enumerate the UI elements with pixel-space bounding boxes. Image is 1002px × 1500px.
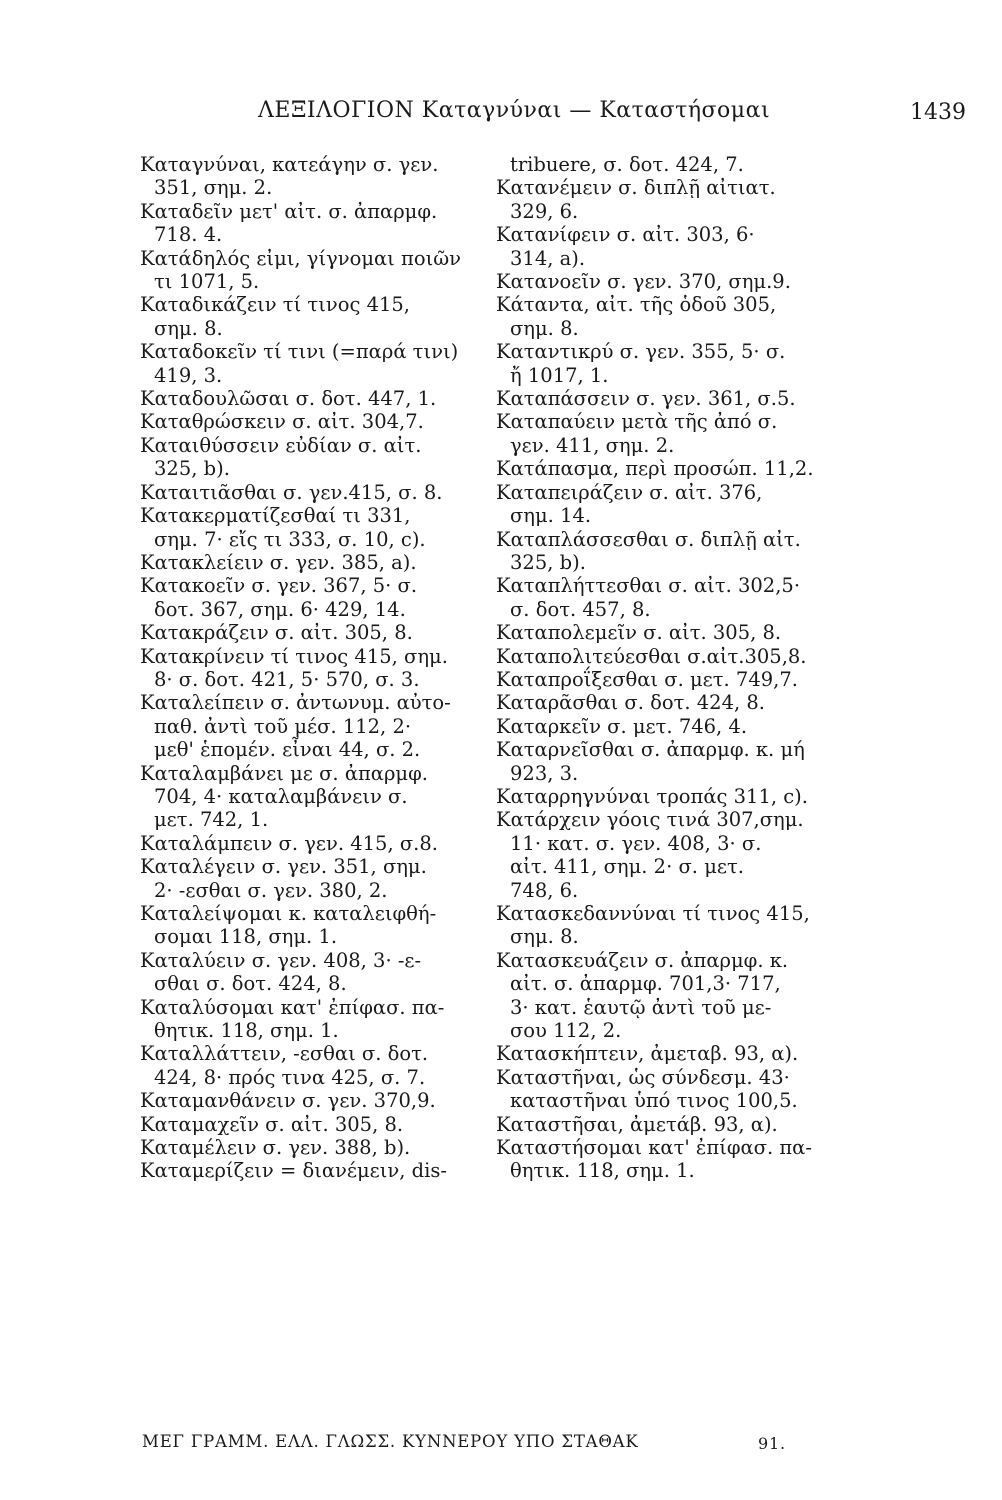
lexicon-line: σομαι 118, σημ. 1.: [154, 925, 338, 949]
lexicon-line: Καταλείψομαι κ. καταλειφθή-: [140, 902, 437, 925]
lexicon-line: Καταιθύσσειν εὐδίαν σ. αἰτ.: [140, 433, 422, 457]
lexicon-line: σημ. 8.: [154, 316, 223, 340]
lexicon-line: 325, b).: [154, 457, 230, 481]
lexicon-line: Καταλέγειν σ. γεν. 351, σημ.: [140, 855, 427, 879]
lexicon-line: Καταλύειν σ. γεν. 408, 3· -ε-: [140, 948, 422, 972]
lexicon-line: Καταρκεῖν σ. μετ. 746, 4.: [496, 714, 748, 738]
lexicon-line: 351, σημ. 2.: [154, 176, 273, 200]
lexicon-line: σημ. 8.: [510, 316, 579, 340]
lexicon-line: 329, 6.: [510, 199, 579, 223]
lexicon-line: Καταδοκεῖν τί τινι (=παρά τινι): [140, 340, 459, 364]
lexicon-line: καταστῆναι ὑπό τινος 100,5.: [510, 1089, 798, 1113]
lexicon-line: Καταδουλῶσαι σ. δοτ. 447, 1.: [140, 387, 437, 411]
lexicon-line: 11· κατ. σ. γεν. 408, 3· σ.: [510, 831, 762, 855]
lexicon-line: σ. δοτ. 457, 8.: [510, 597, 651, 621]
left-column: [140, 153, 490, 1183]
lexicon-line: Καταλλάττειν, -εσθαι σ. δοτ.: [140, 1042, 429, 1066]
lexicon-line: 718. 4.: [154, 223, 223, 247]
lexicon-line: 923, 3.: [510, 761, 579, 785]
right-column: [496, 153, 836, 1183]
lexicon-line: Κατάπασμα, περὶ προσώπ. 11,2.: [496, 457, 814, 481]
lexicon-line: Κατασκεδαννύναι τί τινος 415,: [496, 902, 810, 925]
page-number: 1439: [910, 100, 966, 125]
lexicon-line: σθαι σ. δοτ. 424, 8.: [154, 972, 347, 996]
lexicon-line: Καταστῆσαι, ἀμετάβ. 93, α).: [496, 1112, 778, 1136]
lexicon-line: Καταπλήττεσθαι σ. αἰτ. 302,5·: [496, 574, 801, 598]
lexicon-line: Καταστήσομαι κατ' ἐπίφασ. πα-: [496, 1136, 812, 1160]
lexicon-line: τι 1071, 5.: [154, 270, 260, 294]
lexicon-line: Καταρᾶσθαι σ. δοτ. 424, 8.: [496, 691, 765, 715]
lexicon-line: δοτ. 367, σημ. 6· 429, 14.: [154, 597, 406, 621]
lexicon-line: 424, 8· πρός τινα 425, σ. 7.: [154, 1065, 426, 1089]
lexicon-line: Κατανέμειν σ. διπλῇ αἰτιατ.: [496, 176, 776, 200]
page-header: [0, 98, 1002, 138]
lexicon-line: Καταλείπειν σ. ἀντωνυμ. αὐτο-: [140, 691, 451, 715]
lexicon-line: Καταλύσομαι κατ' ἐπίφασ. πα-: [140, 995, 445, 1019]
lexicon-line: Καταντικρύ σ. γεν. 355, 5· σ.: [496, 340, 786, 364]
lexicon-line: Κατάδηλός εἰμι, γίγνομαι ποιῶν: [140, 246, 461, 270]
lexicon-line: Καταδεῖν μετ' αἰτ. σ. ἀπαρμφ.: [140, 199, 438, 223]
lexicon-line: Καταμερίζειν = διανέμειν, dis-: [140, 1159, 447, 1183]
signature-mark: 91.: [758, 1434, 786, 1453]
lexicon-line: Καταμανθάνειν σ. γεν. 370,9.: [140, 1089, 436, 1113]
lexicon-line: tribuere, σ. δοτ. 424, 7.: [510, 153, 744, 176]
lexicon-line: Καταμέλειν σ. γεν. 388, b).: [140, 1136, 411, 1160]
lexicon-line: Κατακρίνειν τί τινος 415, σημ.: [140, 644, 448, 668]
lexicon-line: Καταλάμπειν σ. γεν. 415, σ.8.: [140, 831, 438, 855]
lexicon-line: θητικ. 118, σημ. 1.: [510, 1159, 695, 1183]
running-title: ΛΕΞΙΛΟΓΙΟΝ Καταγνύναι — Καταστήσομαι: [258, 98, 771, 123]
lexicon-line: Καταρρηγνύναι τροπάς 311, c).: [496, 784, 808, 808]
lexicon-line: Κατάρχειν γόοις τινά 307,σημ.: [496, 808, 804, 832]
lexicon-line: 748, 6.: [510, 878, 579, 902]
lexicon-line: Κάταντα, αἰτ. τῆς ὁδοῦ 305,: [496, 293, 777, 317]
lexicon-line: 3· κατ. ἑαυτῷ ἀντὶ τοῦ με-: [510, 995, 772, 1019]
lexicon-line: 2· -εσθαι σ. γεν. 380, 2.: [154, 878, 388, 902]
lexicon-line: θητικ. 118, σημ. 1.: [154, 1019, 339, 1043]
lexicon-line: Καταλαμβάνει με σ. ἀπαρμφ.: [140, 761, 428, 785]
lexicon-line: αἰτ. σ. ἀπαρμφ. 701,3· 717,: [510, 972, 781, 996]
lexicon-line: Καταπαύειν μετὰ τῆς ἀπό σ.: [496, 410, 778, 434]
lexicon-line: Καταιτιᾶσθαι σ. γεν.415, σ. 8.: [140, 480, 443, 504]
lexicon-line: παθ. ἀντὶ τοῦ μέσ. 112, 2·: [154, 714, 412, 738]
lexicon-line: Καταπάσσειν σ. γεν. 361, σ.5.: [496, 387, 796, 411]
footer-imprint: ΜΕΓ ΓΡΑΜΜ. ΕΛΛ. ΓΛΩΣΣ. ΚΥΝΝΕΡΟΥ ΥΠΟ ΣΤΑΘΑΚ: [142, 1432, 639, 1451]
lexicon-line: Κατανίφειν σ. αἰτ. 303, 6·: [496, 223, 755, 247]
lexicon-line: σημ. 8.: [510, 925, 579, 949]
lexicon-line: μεθ' ἑπομέν. εἶναι 44, σ. 2.: [154, 738, 421, 762]
lexicon-line: Κατακράζειν σ. αἰτ. 305, 8.: [140, 621, 413, 645]
lexicon-line: Κατανοεῖν σ. γεν. 370, σημ.9.: [496, 270, 791, 294]
lexicon-line: σημ. 7· εἴς τι 333, σ. 10, c).: [154, 527, 426, 551]
lexicon-line: Καταπειράζειν σ. αἰτ. 376,: [496, 480, 763, 504]
lexicon-line: 419, 3.: [154, 363, 223, 387]
lexicon-line: σημ. 14.: [510, 504, 592, 528]
page-footer: [142, 1432, 862, 1460]
lexicon-line: Καταπροΐξεσθαι σ. μετ. 749,7.: [496, 667, 798, 691]
lexicon-line: 8· σ. δοτ. 421, 5· 570, σ. 3.: [154, 667, 420, 691]
lexicon-line: αἰτ. 411, σημ. 2· σ. μετ.: [510, 855, 744, 879]
lexicon-line: 325, b).: [510, 550, 586, 574]
lexicon-line: Καταμαχεῖν σ. αἰτ. 305, 8.: [140, 1112, 404, 1136]
lexicon-line: Κατασκευάζειν σ. ἀπαρμφ. κ.: [496, 948, 789, 972]
lexicon-line: 314, a).: [510, 246, 586, 270]
lexicon-line: 704, 4· καταλαμβάνειν σ.: [154, 784, 408, 808]
lexicon-line: Καταπολεμεῖν σ. αἰτ. 305, 8.: [496, 621, 782, 645]
lexicon-line: Κατασκήπτειν, ἀμεταβ. 93, α).: [496, 1042, 799, 1066]
lexicon-line: μετ. 742, 1.: [154, 808, 269, 832]
lexicon-line: σου 112, 2.: [510, 1019, 622, 1043]
lexicon-line: Καταρνεῖσθαι σ. ἀπαρμφ. κ. μή: [496, 738, 805, 762]
lexicon-line: Καταθρώσκειν σ. αἰτ. 304,7.: [140, 410, 424, 434]
lexicon-line: Κατακερματίζεσθαί τι 331,: [140, 504, 411, 528]
lexicon-line: Καταπολιτεύεσθαι σ.αἰτ.305,8.: [496, 644, 807, 668]
lexicon-line: Κατακλείειν σ. γεν. 385, a).: [140, 550, 417, 574]
lexicon-line: γεν. 411, σημ. 2.: [510, 433, 675, 457]
lexicon-line: Καταγνύναι, κατεάγην σ. γεν.: [140, 153, 439, 176]
lexicon-line: Καταδικάζειν τί τινος 415,: [140, 293, 411, 317]
lexicon-line: Καταστῆναι, ὡς σύνδεσμ. 43·: [496, 1065, 790, 1089]
lexicon-line: Καταπλάσσεσθαι σ. διπλῇ αἰτ.: [496, 527, 801, 551]
lexicon-line: ἤ 1017, 1.: [510, 363, 609, 387]
lexicon-line: Κατακοεῖν σ. γεν. 367, 5· σ.: [140, 574, 418, 598]
